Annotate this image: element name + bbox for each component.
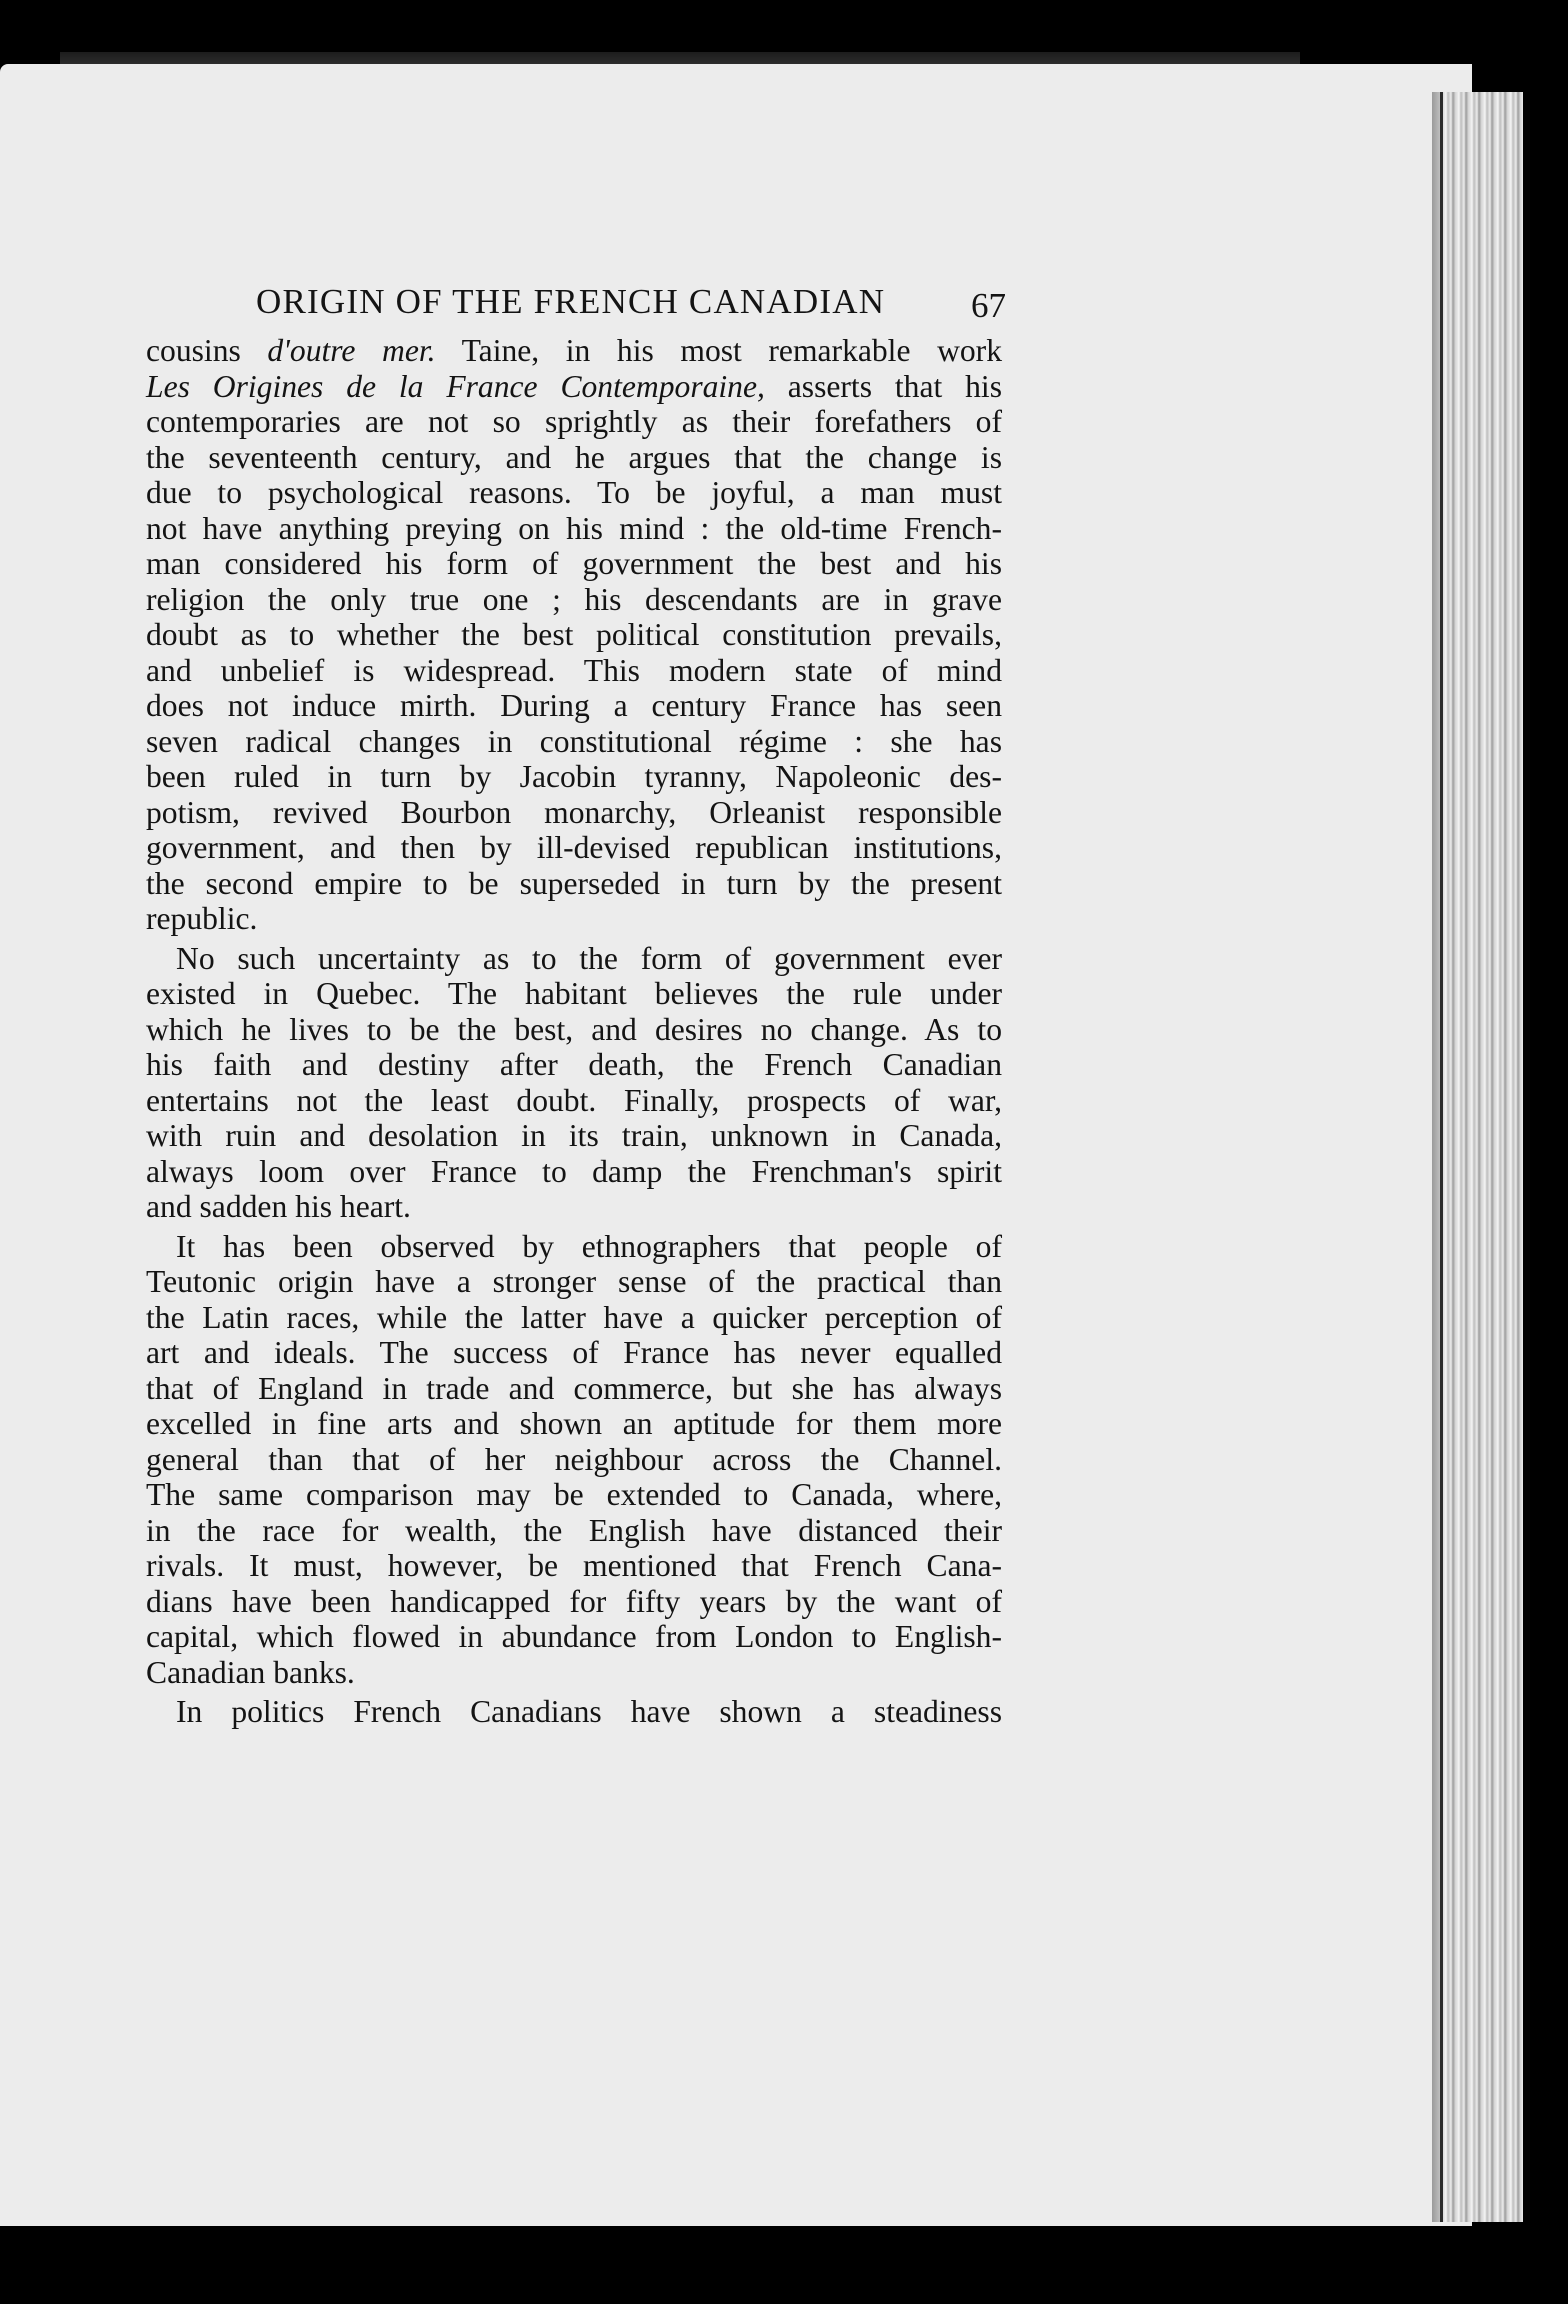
text-run: his faith and destiny after death, the French Canadian — [146, 1047, 1002, 1082]
text-run: due to psychological reasons. To be joyful, a man must — [146, 475, 1002, 510]
text-run: in the race for wealth, the English have distanced their — [146, 1512, 1002, 1548]
text-run: The same comparison may be extended to Canada, where, — [146, 1477, 1002, 1512]
text-line — [146, 1655, 1002, 1691]
text-run: No such uncertainty as to the form of government ever — [176, 940, 1002, 976]
text-line — [146, 724, 1002, 760]
text-run: does not induce mirth. During a century France has seen — [146, 688, 1002, 723]
paragraph — [146, 941, 1002, 1225]
text-run: asserts that his — [764, 368, 1002, 404]
text-line — [146, 333, 1002, 369]
text-run: Canadian banks. — [146, 1654, 355, 1690]
text-line — [146, 1548, 1002, 1584]
text-run: general than that of her neighbour across the Channel. — [146, 1441, 1002, 1477]
text-run: doubt as to whether the best political constitution prevails, — [146, 617, 1002, 652]
text-line — [146, 1335, 1002, 1371]
text-run: government, and then by ill-devised republican institutions, — [146, 830, 1002, 865]
text-run: the Latin races, while the latter have a quicker perception of — [146, 1299, 1002, 1335]
text-line — [146, 582, 1002, 618]
page-header — [256, 282, 1006, 326]
text-line — [146, 1012, 1002, 1048]
text-run: republic. — [146, 901, 258, 936]
text-run: religion the only true one ; his descendants are in grave — [146, 581, 1002, 617]
text-run: been ruled in turn by Jacobin tyranny, Napoleonic des- — [146, 759, 1002, 794]
text-run: seven radical changes in constitutional régime : she has — [146, 723, 1002, 759]
text-line — [146, 688, 1002, 724]
text-line — [146, 511, 1002, 547]
text-line — [146, 475, 1002, 511]
text-line — [146, 617, 1002, 653]
text-line — [146, 941, 1002, 977]
text-run: the second empire to be superseded in turn by the present — [146, 865, 1002, 901]
text-run: excelled in fine arts and shown an aptitude for them more — [146, 1406, 1002, 1441]
text-line — [146, 1406, 1002, 1442]
text-line — [146, 795, 1002, 831]
italic-text-run: Les Origines de la France Contemporaine, — [146, 368, 765, 404]
paragraph — [146, 333, 1002, 937]
text-line — [146, 830, 1002, 866]
text-run: It has been observed by ethnographers that people of — [176, 1228, 1002, 1264]
text-line — [146, 976, 1002, 1012]
text-run: cousins — [146, 333, 268, 368]
text-run: always loom over France to damp the Frenchman's spirit — [146, 1153, 1002, 1189]
text-line — [146, 653, 1002, 689]
page-number: 67 — [971, 286, 1006, 325]
text-line — [146, 1477, 1002, 1513]
text-run: In politics French Canadians have shown a steadiness — [176, 1694, 1002, 1729]
text-run: entertains not the least doubt. Finally, prospects of war, — [146, 1082, 1002, 1118]
text-line — [146, 369, 1002, 405]
page-fore-edge — [1440, 92, 1523, 2222]
text-line — [146, 1229, 1002, 1265]
text-run: the seventeenth century, and he argues that the change is — [146, 439, 1002, 475]
text-run: capital, which flowed in abundance from London to English- — [146, 1619, 1002, 1654]
italic-text-run: d'outre mer. — [267, 333, 436, 368]
text-line — [146, 1584, 1002, 1620]
text-line — [146, 1154, 1002, 1190]
text-line — [146, 404, 1002, 440]
text-run: and sadden his heart. — [146, 1189, 411, 1224]
text-line — [146, 1513, 1002, 1549]
text-line — [146, 759, 1002, 795]
text-line — [146, 1118, 1002, 1154]
text-run: potism, revived Bourbon monarchy, Orleanist responsible — [146, 794, 1002, 830]
running-head: ORIGIN OF THE FRENCH CANADIAN — [256, 282, 886, 321]
text-run: contemporaries are not so sprightly as their forefathers of — [146, 404, 1002, 439]
text-line — [146, 1083, 1002, 1119]
paragraph — [146, 1694, 1002, 1730]
text-line — [146, 1300, 1002, 1336]
text-line — [146, 901, 1002, 937]
text-line — [146, 866, 1002, 902]
text-line — [146, 1694, 1002, 1730]
text-line — [146, 1047, 1002, 1083]
text-line — [146, 440, 1002, 476]
text-run: man considered his form of government the best and his — [146, 546, 1002, 581]
text-run: rivals. It must, however, be mentioned that French Cana- — [146, 1548, 1002, 1583]
text-run: Teutonic origin have a stronger sense of the practical than — [146, 1264, 1002, 1299]
text-run: and unbelief is widespread. This modern state of mind — [146, 652, 1002, 688]
text-run: dians have been handicapped for fifty years by the want of — [146, 1583, 1002, 1619]
text-line — [146, 1371, 1002, 1407]
text-run: existed in Quebec. The habitant believes the rule under — [146, 976, 1002, 1011]
text-line — [146, 1264, 1002, 1300]
text-line — [146, 1442, 1002, 1478]
text-run: Taine, in his most remarkable work — [435, 333, 1002, 368]
paragraph — [146, 1229, 1002, 1691]
text-run: art and ideals. The success of France has never equalled — [146, 1335, 1002, 1370]
text-line — [146, 1619, 1002, 1655]
text-run: which he lives to be the best, and desires no change. As to — [146, 1011, 1002, 1047]
text-run: with ruin and desolation in its train, unknown in Canada, — [146, 1118, 1002, 1153]
text-run: that of England in trade and commerce, but she has always — [146, 1370, 1002, 1406]
text-line — [146, 1189, 1002, 1225]
body-text — [146, 333, 1002, 1730]
text-run: not have anything preying on his mind : the old-time French- — [146, 510, 1002, 546]
text-line — [146, 546, 1002, 582]
